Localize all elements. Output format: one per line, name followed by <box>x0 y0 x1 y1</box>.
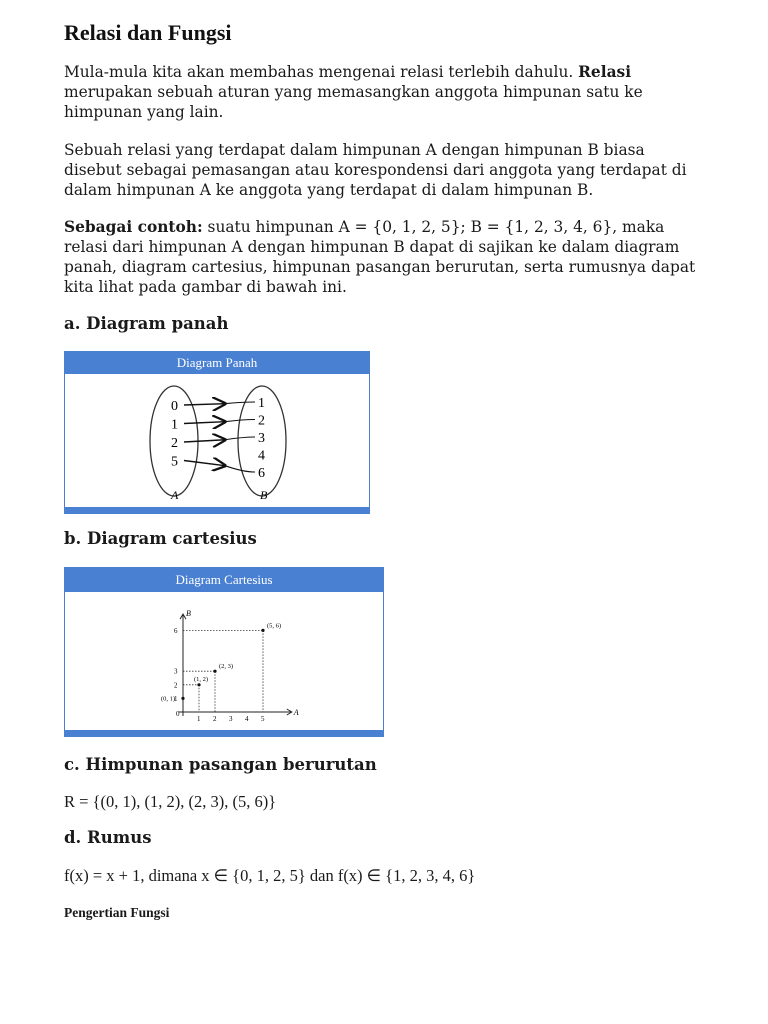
figure-diagram-cartesius <box>64 567 384 737</box>
label-set-a: A <box>171 488 179 502</box>
heading-pengertian-fungsi: Pengertian Fungsi <box>64 905 170 920</box>
data-point <box>213 670 216 673</box>
x-tick-label: 3 <box>229 715 233 723</box>
x-tick-label: 4 <box>245 715 249 723</box>
data-point <box>261 629 264 632</box>
set-a-element: 2 <box>171 436 178 451</box>
point-label: (2, 3) <box>219 663 234 671</box>
label-set-b: B <box>260 488 268 502</box>
y-axis-label: B <box>186 609 191 619</box>
point-label: (0, 1) <box>161 695 176 703</box>
set-b-element: 6 <box>258 466 265 481</box>
relation-set: R = {(0, 1), (1, 2), (2, 3), (5, 6)} <box>64 792 277 811</box>
x-tick-label: 2 <box>213 715 217 723</box>
example-bold: Sebagai contoh: <box>64 218 203 236</box>
cartesian-plot <box>65 568 383 736</box>
set-a-element: 1 <box>171 417 178 433</box>
origin-label: 0 <box>176 710 180 718</box>
page-title: Relasi dan Fungsi <box>64 20 232 45</box>
set-b-element: 2 <box>258 413 265 429</box>
mapping-arrow <box>184 422 225 424</box>
intro-bold: Relasi <box>578 63 632 81</box>
set-b-element: 3 <box>258 431 265 446</box>
point-label: (1, 2) <box>194 675 209 683</box>
y-tick-label: 6 <box>174 626 178 635</box>
function-formula: f(x) = x + 1, dimana x ∈ {0, 1, 2, 5} dan f(x) ∈ {1, 2, 3, 4, 6} <box>64 866 476 885</box>
set-a-element: 0 <box>171 399 178 414</box>
intro-text-rest: merupakan sebuah aturan yang memasangkan anggota himpunan satu ke himpunan yang lain. <box>64 83 643 121</box>
example-text: suatu himpunan A = {0, 1, 2, 5}; B = {1, 2, 3, 4, 6}, maka relasi dari himpunan A dengan himpunan B dapat di sajikan ke dalam diagram panah, diagram cartesius, himpunan pasangan berurutan, serta rumusnya dapat kita lihat pada gambar di bawah ini. <box>64 218 696 296</box>
intro-text: Mula-mula kita akan membahas mengenai relasi terlebih dahulu. <box>64 63 579 81</box>
heading-pasangan-berurutan: c. Himpunan pasangan berurutan <box>64 755 377 774</box>
y-tick-label: 3 <box>174 667 178 676</box>
mapping-arrow-tail <box>225 402 255 404</box>
y-tick-label: 1 <box>174 694 178 703</box>
heading-rumus: d. Rumus <box>64 828 152 847</box>
mapping-arrow-tail <box>225 466 255 472</box>
mapping-arrow <box>184 440 225 442</box>
figure-title: Diagram Panah <box>65 352 369 374</box>
x-tick-label: 5 <box>261 715 265 723</box>
heading-diagram-panah: a. Diagram panah <box>64 314 229 333</box>
mapping-arrow <box>184 461 225 466</box>
paragraph-relation: Sebuah relasi yang terdapat dalam himpunan A dengan himpunan B biasa disebut sebagai pemasangan atau korespondensi dari anggota yang terdapat di dalam himpunan A ke anggota yang terdapat di dalam himpunan B. <box>64 141 687 199</box>
set-b-element: 1 <box>258 396 265 411</box>
point-label: (5, 6) <box>267 622 282 630</box>
set-b-element: 4 <box>258 448 265 464</box>
data-point <box>181 697 184 700</box>
heading-diagram-cartesius: b. Diagram cartesius <box>64 529 257 548</box>
x-tick-label: 1 <box>197 715 201 723</box>
y-tick-label: 2 <box>174 681 178 690</box>
x-axis-label: A <box>293 708 299 717</box>
data-point <box>197 683 200 686</box>
figure-title: Diagram Cartesius <box>65 568 383 592</box>
paragraph-intro <box>64 62 704 122</box>
figure-diagram-panah <box>64 351 370 514</box>
set-a-element: 5 <box>171 454 178 470</box>
mapping-arrow <box>184 404 225 405</box>
arrow-diagram <box>65 352 369 513</box>
figure-footer <box>65 507 369 513</box>
paragraph-example <box>64 217 704 297</box>
figure-footer <box>65 730 383 736</box>
mapping-arrow-tail <box>225 437 255 440</box>
